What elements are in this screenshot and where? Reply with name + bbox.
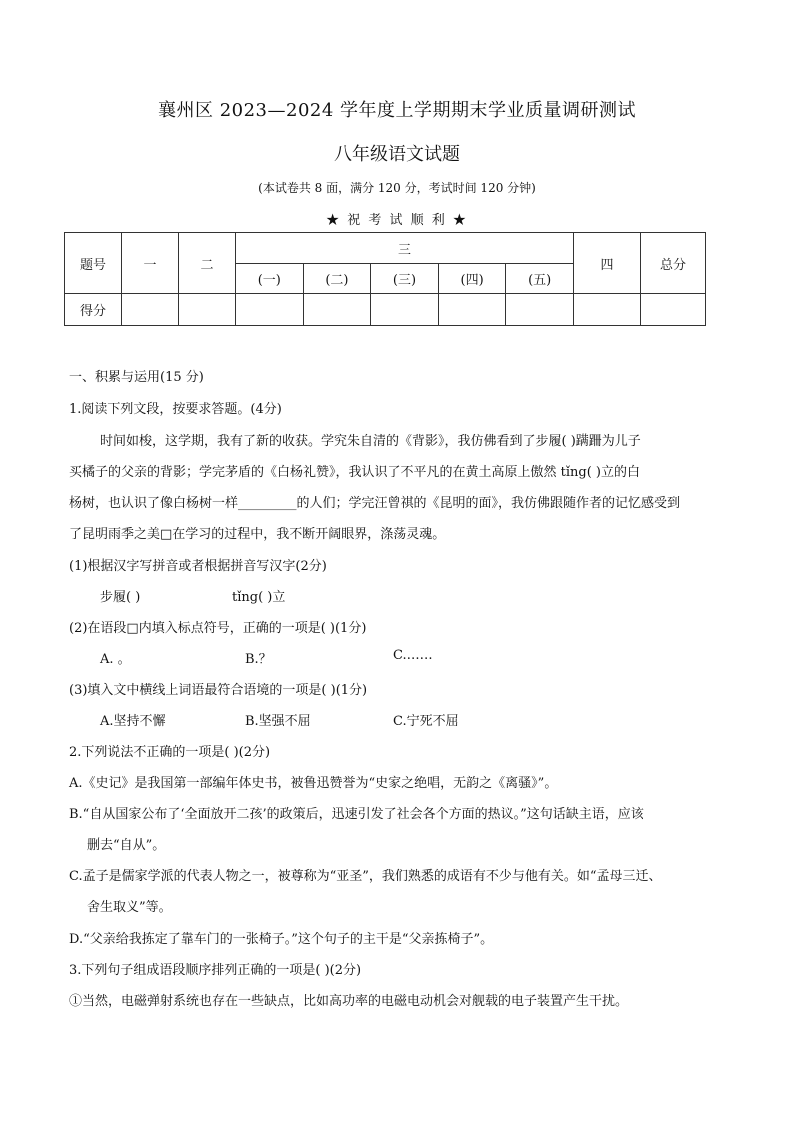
question-1-sub-1: (1)根据汉字写拼音或者根据拼音写汉字(2分)	[69, 559, 327, 574]
score-table-sub-5: (五)	[506, 264, 574, 294]
passage-line: 了昆明雨季之美□在学习的过程中，我不断开阔眼界，涤荡灵魂。	[69, 527, 446, 542]
option-c[interactable]: C.孟子是儒家学派的代表人物之一，被尊称为“亚圣”，我们熟悉的成语有不少与他有关。如“孟母三迁、	[69, 869, 662, 884]
option-d[interactable]: D.“父亲给我拣定了靠车门的一张椅子。”这个句子的主干是“父亲拣椅子”。	[69, 932, 494, 947]
score-table	[64, 232, 706, 326]
score-cell[interactable]	[236, 294, 304, 326]
passage-line: 时间如梭，这学期，我有了新的收获。学究朱自清的《背影》，我仿佛看到了步履( )蹒跚为儿子	[100, 434, 641, 449]
option-b[interactable]: B.“自从国家公布了‘全面放开二孩’的政策后，迅速引发了社会各个方面的热议。”这句话缺主语，应该	[69, 807, 644, 822]
score-table-col-3: 三	[236, 233, 574, 264]
question-1-sub-2: (2)在语段□内填入标点符号，正确的一项是( )(1分)	[69, 621, 367, 636]
passage-line: 买橘子的父亲的背影；学完茅盾的《白杨礼赞》，我认识了不平凡的在黄土高原上傲然 tǐng( )立的白	[69, 465, 640, 480]
score-cell[interactable]	[303, 294, 371, 326]
question-1-sub-3: (3)填入文中横线上词语最符合语境的一项是( )(1分)	[69, 683, 368, 698]
answer-blank-ting[interactable]: tǐng( )立	[232, 590, 286, 605]
exam-title: 襄州区 2023—2024 学年度上学期期末学业质量调研测试	[157, 100, 637, 121]
exam-note: (本试卷共 8 面，满分 120 分，考试时间 120 分钟)	[258, 181, 536, 195]
score-cell[interactable]	[574, 294, 641, 326]
option-a[interactable]: A. 。	[100, 652, 131, 667]
exam-subtitle: 八年级语文试题	[334, 144, 460, 165]
option-a[interactable]: A.坚持不懈	[100, 714, 166, 729]
score-table-col-4: 四	[574, 233, 641, 294]
question-1-prompt: 1.阅读下列文段，按要求答题。(4分)	[69, 402, 282, 417]
score-table-sub-1: (一)	[236, 264, 304, 294]
score-cell[interactable]	[506, 294, 574, 326]
question-3-prompt: 3.下列句子组成语段顺序排列正确的一项是( )(2分)	[69, 963, 362, 978]
passage-line: 杨树，也认识了像白杨树一样_________的人们；学完汪曾祺的《昆明的面》，我仿佛跟随作者的记忆感受到	[69, 496, 681, 511]
score-cell[interactable]	[371, 294, 439, 326]
score-cell[interactable]	[438, 294, 506, 326]
score-cell[interactable]	[641, 294, 706, 326]
option-b[interactable]: B.？	[245, 652, 272, 667]
option-c[interactable]: C.……	[393, 648, 433, 663]
score-table-sub-4: (四)	[438, 264, 506, 294]
score-table-col-1: 一	[122, 233, 179, 294]
answer-blank-buluu[interactable]: 步履( )	[100, 590, 141, 605]
score-table-col-2: 二	[179, 233, 236, 294]
score-table-header-label: 题号	[65, 233, 122, 294]
option-c[interactable]: C.宁死不屈	[393, 714, 459, 729]
score-table-score-label: 得分	[65, 294, 122, 326]
sentence-1: ①当然，电磁弹射系统也存在一些缺点，比如高功率的电磁电动机会对舰载的电子装置产生干扰。	[69, 994, 629, 1009]
score-table-sub-2: (二)	[303, 264, 371, 294]
score-table-sub-3: (三)	[371, 264, 439, 294]
option-b-continued: 删去“自从”。	[87, 838, 166, 853]
section-heading: 一、积累与运用(15 分)	[69, 370, 204, 385]
option-a[interactable]: A.《史记》是我国第一部编年体史书，被鲁迅赞誉为“史家之绝唱，无韵之《离骚》”。	[69, 776, 558, 791]
question-2-prompt: 2.下列说法不正确的一项是( )(2分)	[69, 745, 271, 760]
score-table-col-total: 总分	[641, 233, 706, 294]
score-cell[interactable]	[179, 294, 236, 326]
exam-wish: ★ 祝 考 试 顺 利 ★	[326, 213, 468, 228]
option-b[interactable]: B.坚强不屈	[245, 714, 311, 729]
score-cell[interactable]	[122, 294, 179, 326]
option-c-continued: 舍生取义”等。	[87, 900, 172, 915]
